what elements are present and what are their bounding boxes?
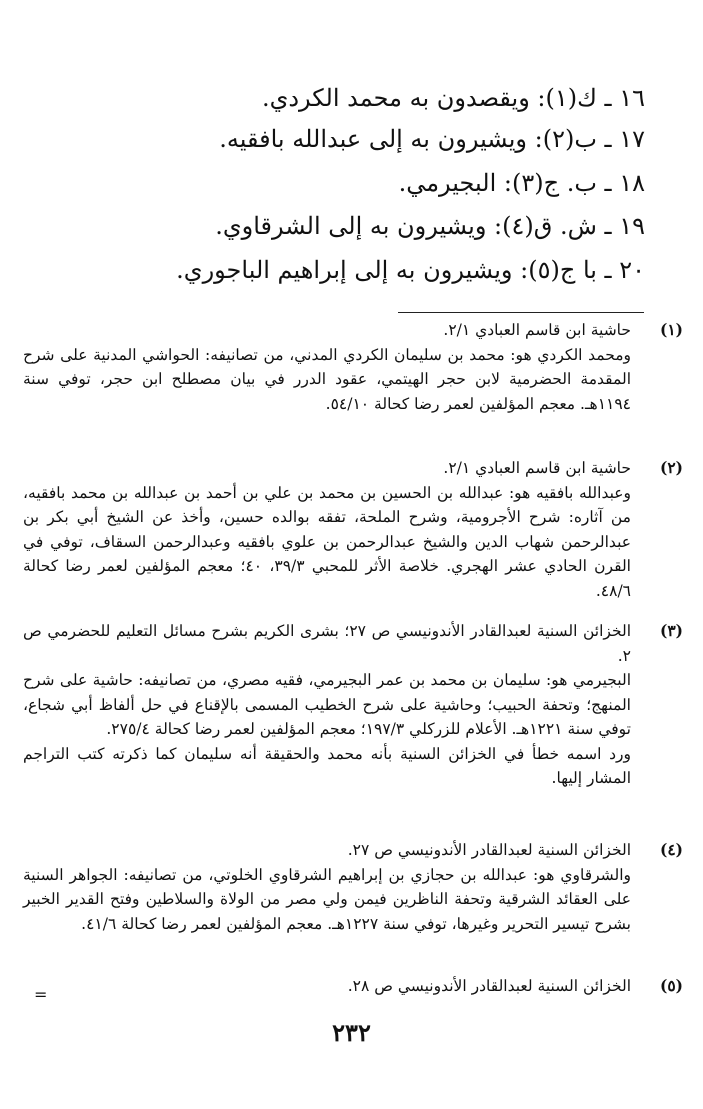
footnote-text: حاشية ابن قاسم العبادي ٢/١. [443,459,631,477]
list-entry-16: ١٦ ـ ك(١): ويقصدون به محمد الكردي. [261,84,645,112]
footnote-text: ومحمد الكردي هو: محمد بن سليمان الكردي المدني، من تصانيفه: الحواشي المدنية على شرح المقدمة الحضرمية لابن حجر الهيتمي، عقود الدرر في بيان مصطلح ابن حجر، توفي سنة ١١٩٤هـ. معجم المؤلفين لعمر رضا كحالة ٥٤/١٠. [23,345,631,413]
footnote-text: وعبدالله بافقيه هو: عبدالله بن الحسين بن محمد بن علي بن أحمد بن عبدالله بن محمد بافقيه، من آثاره: شرح الأجرومية، وشرح الملحة، تفقه بوالده حسين، وأخذ عن الشيخ أبي بكر بن عبدالرحمن شهاب الدين والشيخ عبدالرحمن بن علوي بافقيه وعبدالرحمن السقاف، توفي في القرن الحادي عشر الهجري. خلاصة الأثر للمحبي ٣٩/٣، ٤٠؛ معجم المؤلفين لعمر رضا كحالة ٤٨/٦. [23,483,631,600]
list-entry-17: ١٧ ـ ب(٢): ويشيرون به إلى عبدالله بافقيه. [219,125,645,153]
footnote-text: الخزائن السنية لعبدالقادر الأندونيسي ص ٢٧. [347,841,631,859]
footnote-text: البجيرمي هو: سليمان بن محمد بن عمر البجيرمي، فقيه مصري، من تصانيفه: حاشية على شرح المنهج؛ وتحفة الحبيب؛ وحاشية على شرح الخطيب المسمى بالإقناع في حل ألفاظ أبي شجاع، توفي سنة ١٢٢١هـ. الأعلام للزركلي ١٩٧/٣؛ معجم المؤلفين لعمر رضا كحالة ٢٧٥/٤. [23,671,631,738]
footnote-1 [23,318,683,416]
footnote-text: والشرقاوي هو: عبدالله بن حجازي بن إبراهيم الشرقاوي الخلوتي، من تصانيفه: الجواهر السنية على العقائد الشرقية وتحفة الناظرين فيمن ولي مصر من الولاة والسلاطين وفتح القدير الخبير بشرح تيسير التحرير وغيرها، توفي سنة ١٢٢٧هـ. معجم المؤلفين لعمر رضا كحالة ٤١/٦. [23,865,631,933]
footnote-separator [398,312,644,313]
footnote-5 [23,974,683,999]
footnote-text: الخزائن السنية لعبدالقادر الأندونيسي ص ٢٧؛ بشرى الكريم بشرح مسائل التعليم للحضرمي ص ٢. [23,622,631,665]
list-entry-18: ١٨ ـ ب. ج(٣): البجيرمي. [398,169,645,197]
footnote-number: (٤) [659,840,683,859]
footnote-2 [23,456,683,603]
footnote-text: الخزائن السنية لعبدالقادر الأندونيسي ص ٢٨. [347,977,631,995]
list-entry-20: ٢٠ ـ با ج(٥): ويشيرون به إلى إبراهيم الباجوري. [176,256,645,284]
footnote-4 [23,838,683,936]
footnote-text: ورد اسمه خطأ في الخزائن السنية بأنه محمد والحقيقة أنه سليمان كما ذكرته كتب التراجم المشار إليها. [23,744,631,787]
footnote-number: (٢) [659,458,683,477]
footnote-text: حاشية ابن قاسم العبادي ٢/١. [443,321,631,339]
footnote-number: (٥) [659,976,683,995]
footnote-3 [23,619,683,791]
footnote-number: (١) [659,320,683,339]
list-entry-19: ١٩ ـ ش. ق(٤): ويشيرون به إلى الشرقاوي. [215,212,645,240]
page-number: ٢٣٢ [332,1018,371,1047]
footnote-number: (٣) [659,621,683,640]
continuation-mark: = [34,985,48,1004]
